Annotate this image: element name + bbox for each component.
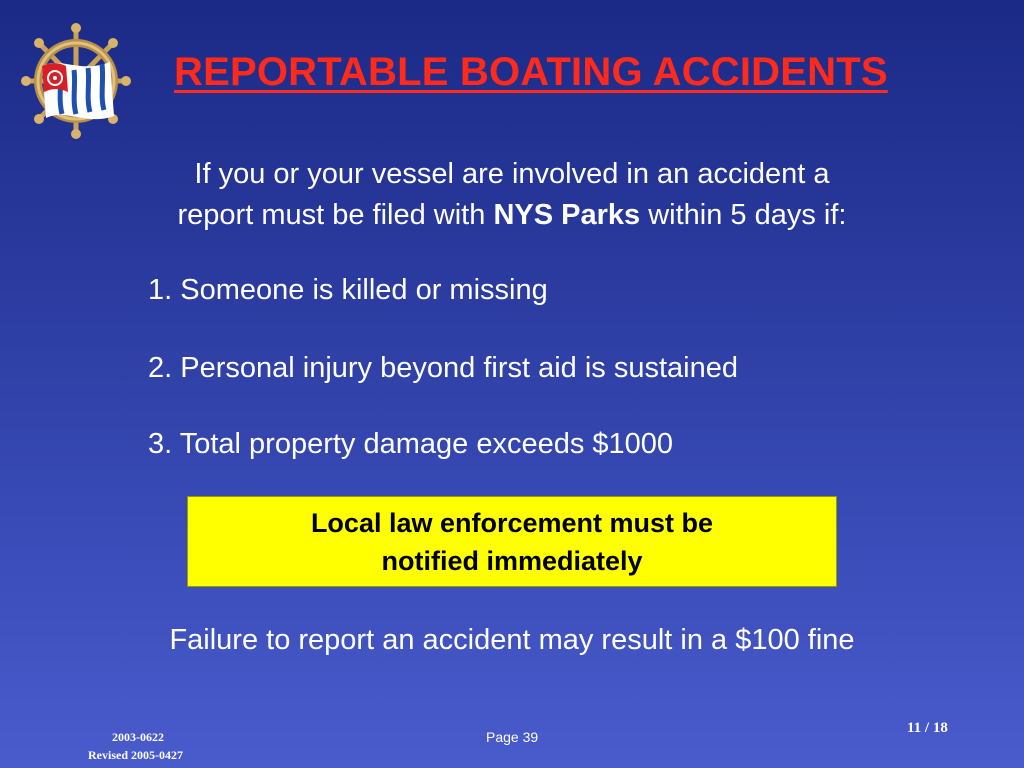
ship-wheel-ensign-icon [20,22,132,140]
fine-statement: Failure to report an accident may result in a $100 fine [169,624,855,656]
notice-line-1: Local law enforcement must be [310,508,714,538]
list-item: 1. Someone is killed or missing [148,274,548,306]
list-item: 2. Personal injury beyond first aid is sustained [148,352,738,384]
intro-line-2-start: report must be filed with [177,199,494,231]
page-label: Page 39 [486,729,539,745]
intro-line-2-end: within 5 days if: [640,199,847,231]
logo [20,22,132,140]
revision-code: Revised 2005-0427 [88,748,183,762]
notice-line-2: notified immediately [381,546,643,576]
slide-counter: 11 / 18 [907,720,948,736]
agency-name: NYS Parks [493,199,641,231]
intro-line-1: If you or your vessel are involved in an accident a [194,158,830,190]
document-code: 2003-0622 [112,730,164,744]
list-item: 3. Total property damage exceeds $1000 [148,428,674,460]
notice-box [187,496,837,587]
slide-title: REPORTABLE BOATING ACCIDENTS [174,50,888,94]
intro-paragraph [90,154,934,236]
